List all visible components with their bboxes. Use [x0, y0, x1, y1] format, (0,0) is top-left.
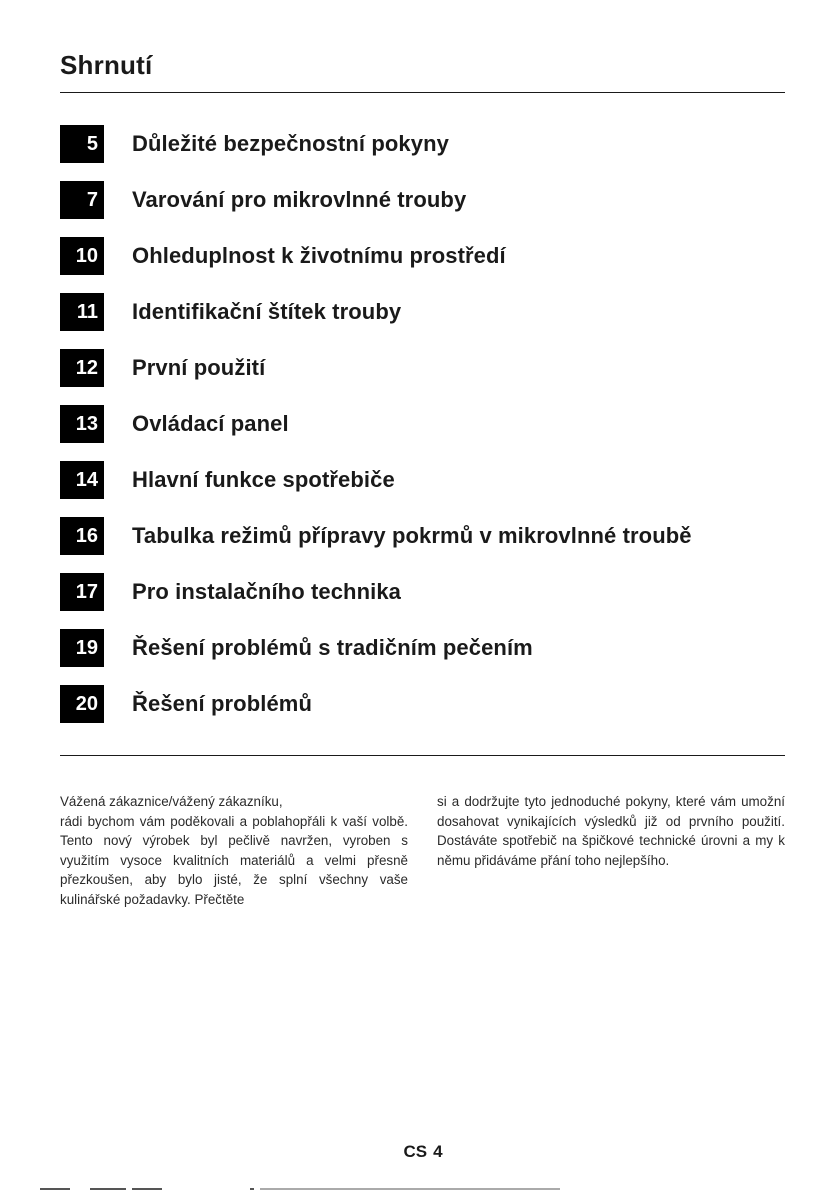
toc-page-number: 16: [60, 517, 104, 555]
toc-item[interactable]: [60, 573, 785, 629]
intro-text-left: rádi bychom vám poděkovali a poblahopřáli k vaší volbě. Tento nový výrobek byl pečlivě navržen, vyroben s využitím vysoce kvalitních materiálů a velmi přesně přezkoušen, aby bylo jisté, že splní všechny vaše kulinářské požadavky. Přečtěte: [60, 813, 408, 907]
toc-item[interactable]: [60, 181, 785, 237]
toc-item-label: Tabulka režimů přípravy pokrmů v mikrovlnné troubě: [132, 523, 692, 548]
footer-language: CS: [403, 1142, 428, 1161]
toc-item[interactable]: [60, 517, 785, 573]
toc-item[interactable]: [60, 629, 785, 685]
toc-page-number: 19: [60, 629, 104, 667]
toc-item-label: Řešení problémů: [132, 691, 312, 716]
toc-item-label: Pro instalačního technika: [132, 579, 402, 604]
toc-item[interactable]: [60, 405, 785, 461]
toc-page-number: 13: [60, 405, 104, 443]
toc-item-label: Varování pro mikrovlnné trouby: [132, 187, 467, 212]
toc-item-label: Důležité bezpečnostní pokyny: [132, 131, 449, 156]
toc-item-label: Řešení problémů s tradičním pečením: [132, 635, 533, 660]
intro-text-right: si a dodržujte tyto jednoduché pokyny, které vám umožní dosahovat vynikajících výsledků již od prvního použití. Dostáváte spotřebič na špičkové technické úrovni a my k němu přidáváme přání toho nejlepšího.: [437, 794, 785, 868]
toc-item[interactable]: [60, 349, 785, 405]
page-title: Shrnutí: [60, 50, 153, 80]
top-divider: [60, 92, 785, 93]
toc-page-number: 5: [60, 125, 104, 163]
toc-item[interactable]: [60, 461, 785, 517]
toc-item[interactable]: [60, 125, 785, 181]
toc-item[interactable]: [60, 685, 785, 741]
page-footer: [0, 1142, 840, 1162]
toc-item-label: První použití: [132, 355, 266, 380]
table-of-contents: [60, 125, 785, 741]
toc-item-label: Hlavní funkce spotřebiče: [132, 467, 395, 492]
intro-greeting: Vážená zákaznice/vážený zákazníku,: [60, 794, 283, 809]
footer-page-number: 4: [433, 1142, 443, 1161]
toc-page-number: 12: [60, 349, 104, 387]
toc-page-number: 20: [60, 685, 104, 723]
toc-item-label: Identifikační štítek trouby: [132, 299, 402, 324]
toc-item-label: Ovládací panel: [132, 411, 289, 436]
intro-column-right: [437, 792, 785, 870]
toc-page-number: 11: [60, 293, 104, 331]
print-marks: [40, 1188, 820, 1192]
intro-column-left: [60, 792, 408, 909]
toc-item[interactable]: [60, 237, 785, 293]
toc-page-number: 14: [60, 461, 104, 499]
toc-page-number: 7: [60, 181, 104, 219]
toc-item[interactable]: [60, 293, 785, 349]
bottom-divider: [60, 755, 785, 756]
toc-page-number: 10: [60, 237, 104, 275]
toc-item-label: Ohleduplnost k životnímu prostředí: [132, 243, 506, 268]
toc-page-number: 17: [60, 573, 104, 611]
